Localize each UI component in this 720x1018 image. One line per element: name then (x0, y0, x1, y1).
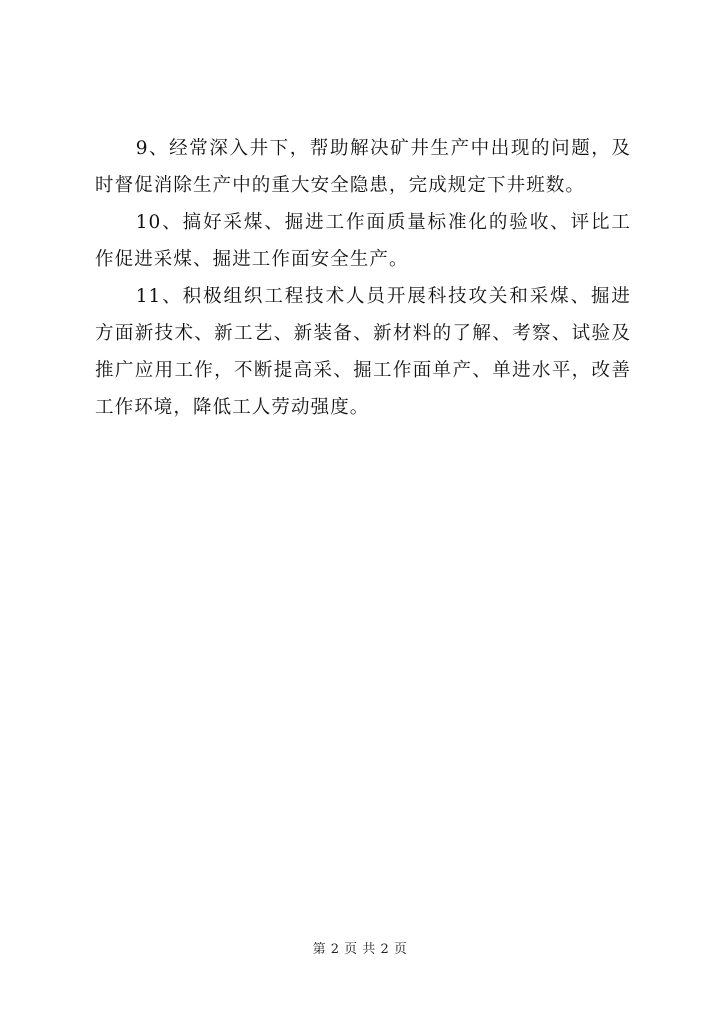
document-body (95, 130, 631, 426)
page-number-footer: 第 2 页 共 2 页 (312, 942, 408, 957)
paragraph-item-11: 11、积极组织工程技术人员开展科技攻关和采煤、掘进方面新技术、新工艺、新装备、新材料的了解、考察、试验及推广应用工作，不断提高采、掘工作面单产、单进水平，改善工作环境，降低工人劳动强度。 (95, 286, 631, 418)
paragraph-item-10: 10、搞好采煤、掘进工作面质量标准化的验收、评比工作促进采煤、掘进工作面安全生产。 (95, 212, 631, 270)
paragraph-item-9: 9、经常深入井下，帮助解决矿井生产中出现的问题，及时督促消除生产中的重大安全隐患，完成规定下井班数。 (95, 138, 631, 196)
